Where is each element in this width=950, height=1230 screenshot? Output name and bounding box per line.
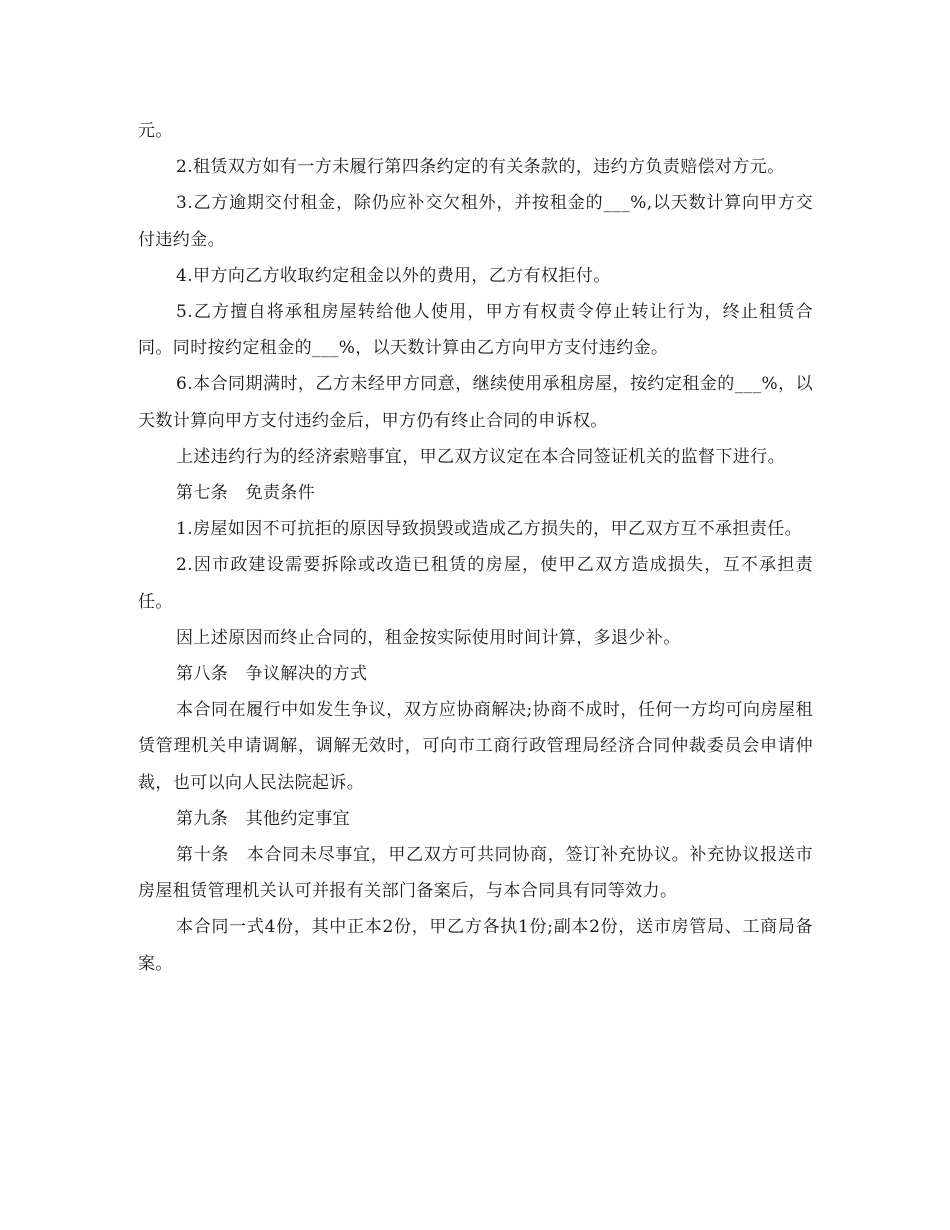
paragraph-dispute-resolution: 本合同在履行中如发生争议，双方应协商解决;协商不成时，任何一方均可向房屋租赁管理机关申请调解，调解无效时，可向市工商行政管理局经济合同仲裁委员会申请仲裁，也可以向人民法院起诉。	[138, 700, 813, 793]
paragraph-copies: 本合同一式4份，其中正本2份，甲乙方各执1份;副本2份，送市房管局、工商局备案。	[138, 917, 813, 974]
paragraph-breach-claims: 上述违约行为的经济索赔事宜，甲乙双方议定在本合同签证机关的监督下进行。	[176, 446, 785, 467]
paragraph-clause-6: 6.本合同期满时，乙方未经甲方同意，继续使用承租房屋，按约定租金的___%，以天数计算向甲方支付违约金后，甲方仍有终止合同的申诉权。	[138, 374, 813, 431]
paragraph-exemption-2: 2.因市政建设需要拆除或改造已租赁的房屋，使甲乙双方造成损失，互不承担责任。	[138, 555, 813, 612]
paragraph-clause-2: 2.租赁双方如有一方未履行第四条约定的有关条款的，违约方负责赔偿对方元。	[176, 157, 785, 178]
paragraph-exemption-1: 1.房屋如因不可抗拒的原因导致损毁或造成乙方损失的，甲乙双方互不承担责任。	[176, 519, 803, 540]
paragraph-article-10: 第十条 本合同未尽事宜，甲乙双方可共同协商，签订补充协议。补充协议报送市房屋租赁管理机关认可并报有关部门备案后，与本合同具有同等效力。	[138, 845, 813, 902]
paragraph-clause-5: 5.乙方擅自将承租房屋转给他人使用，甲方有权责令停止转让行为，终止租赁合同。同时按约定租金的___%，以天数计算由乙方向甲方支付违约金。	[138, 302, 813, 359]
document-body	[138, 113, 813, 982]
article-7-heading: 第七条 免责条件	[176, 483, 316, 504]
article-9-heading: 第九条 其他约定事宜	[176, 808, 350, 829]
paragraph-continuation: 元。	[138, 121, 173, 141]
paragraph-clause-4: 4.甲方向乙方收取约定租金以外的费用，乙方有权拒付。	[176, 265, 611, 286]
paragraph-rent-settlement: 因上述原因而终止合同的，租金按实际使用时间计算，多退少补。	[176, 627, 681, 648]
paragraph-clause-3: 3.乙方逾期交付租金，除仍应补交欠租外，并按租金的___%,以天数计算向甲方交付违约金。	[138, 193, 813, 250]
article-8-heading: 第八条 争议解决的方式	[176, 664, 368, 685]
